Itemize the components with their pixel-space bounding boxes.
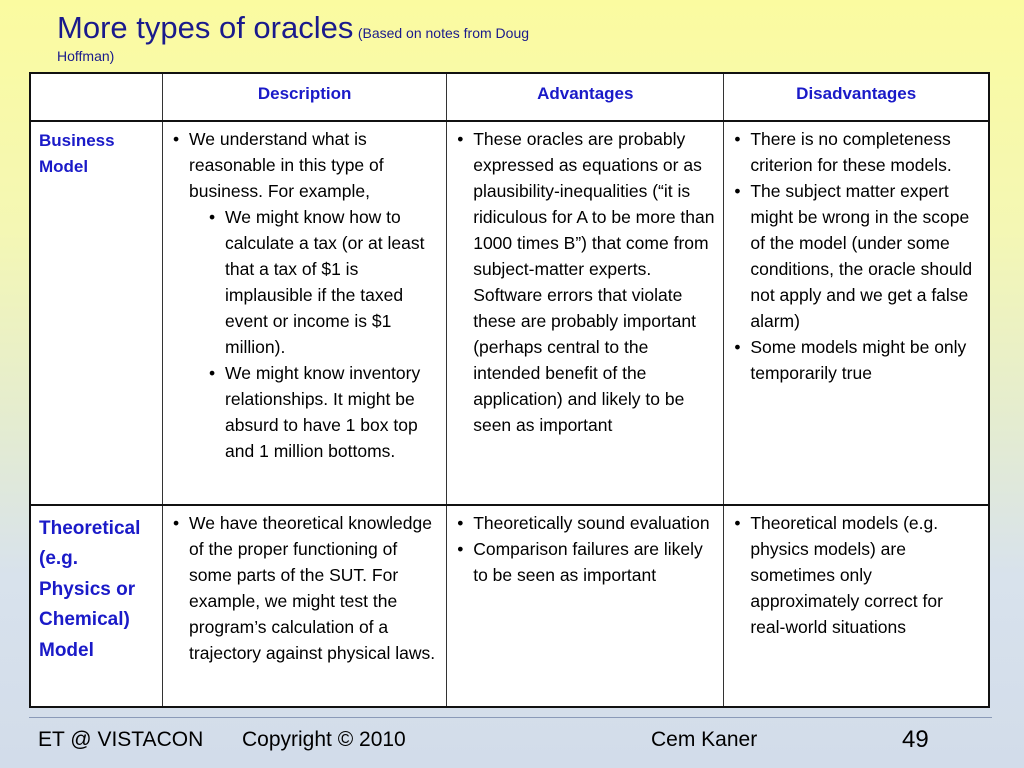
list-item: • These oracles are probably expressed as equations or as plausibility-inequalities (“it is ridiculous for A to be more than 1000 times B”) that come from subject-matter experts. Software errors that violate these are probably important (perhaps central to the intended benefit of the application) and likely to be seen as important (457, 126, 717, 438)
cell-description (163, 121, 447, 505)
slide-title (57, 12, 617, 63)
list-item: • There is no completeness criterion for these models. (734, 126, 982, 178)
list-item: • We might know inventory relationships. It might be absurd to have 1 box top and 1 million bottoms. (209, 360, 440, 464)
page-number: 49 (902, 726, 929, 753)
cell-description (163, 505, 447, 707)
list-item (173, 126, 440, 464)
footer-event: ET @ VISTACON (38, 728, 204, 751)
header-disadvantages: Disadvantages (724, 73, 989, 121)
footer-copyright: Copyright © 2010 (242, 728, 406, 751)
table-header-row (30, 73, 989, 121)
cell-advantages (447, 505, 724, 707)
list-item: • Comparison failures are likely to be seen as important (457, 536, 717, 588)
header-advantages: Advantages (447, 73, 724, 121)
footer-author: Cem Kaner (651, 728, 758, 751)
title-subtitle: (Based on notes from Doug (357, 25, 530, 41)
list-item: • We have theoretical knowledge of the proper functioning of some parts of the SUT. For example, we might test the program’s calculation of a trajectory against physical laws. (173, 510, 440, 666)
cell-disadvantages (724, 505, 989, 707)
cell-disadvantages (724, 121, 989, 505)
title-main: More types of oracles (57, 10, 354, 45)
header-description: Description (163, 73, 447, 121)
title-subtitle-cont: Hoffman) (57, 47, 115, 64)
list-item: • We might know how to calculate a tax (or at least that a tax of $1 is implausible if the taxed event or income is $1 million). (209, 204, 440, 360)
list-item: • Theoretically sound evaluation (457, 510, 717, 536)
oracles-table (29, 72, 990, 708)
list-item: • Some models might be only temporarily true (734, 334, 982, 386)
row-label-theoretical: Theoretical (e.g. Physics or Chemical) Model (30, 505, 163, 707)
table-row (30, 121, 989, 505)
cell-advantages (447, 121, 724, 505)
row-label-business: Business Model (30, 121, 163, 505)
header-blank (30, 73, 163, 121)
footer-divider (29, 717, 992, 718)
list-item: • The subject matter expert might be wrong in the scope of the model (under some conditions, the oracle should not apply and we get a false alarm) (734, 178, 982, 334)
table-row (30, 505, 989, 707)
description-text: We understand what is reasonable in this type of business. For example, (189, 129, 384, 201)
list-item: • Theoretical models (e.g. physics models) are sometimes only approximately correct for real-world situations (734, 510, 982, 640)
